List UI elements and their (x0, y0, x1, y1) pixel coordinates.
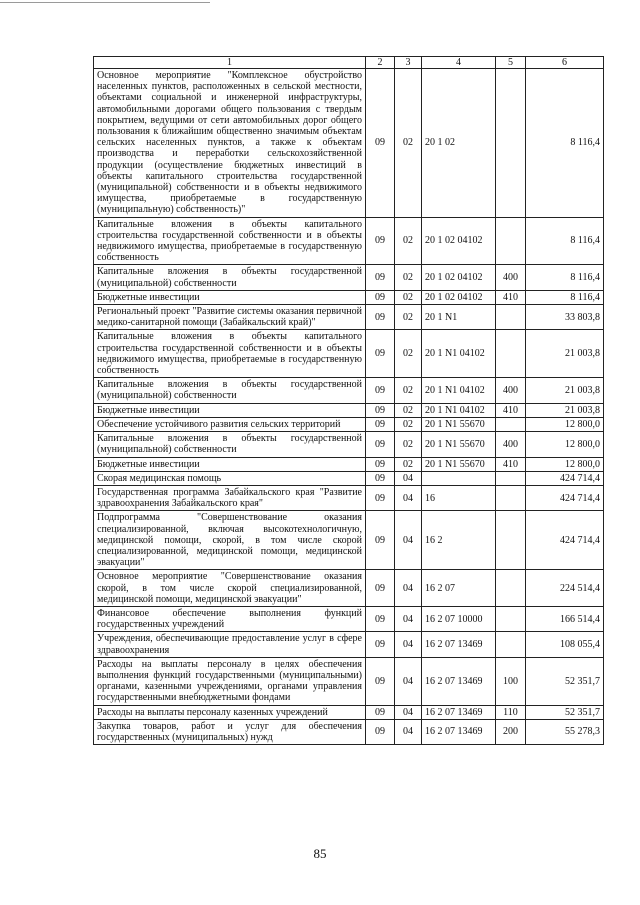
cell-subsection: 02 (395, 290, 422, 304)
cell-target-article: 16 2 07 13469 (422, 719, 496, 744)
cell-expense-type (496, 485, 526, 510)
cell-target-article: 20 1 02 04102 (422, 217, 496, 265)
table-row (94, 432, 604, 457)
cell-expense-type: 110 (496, 705, 526, 719)
cell-expense-type (496, 305, 526, 330)
cell-expense-type (496, 606, 526, 631)
cell-expense-type (496, 330, 526, 378)
cell-subsection: 02 (395, 417, 422, 431)
table-row (94, 330, 604, 378)
table-row (94, 471, 604, 485)
cell-name: Обеспечение устойчивого развития сельских территорий (94, 417, 366, 431)
table-row (94, 632, 604, 657)
cell-name: Капитальные вложения в объекты государственной (муниципальной) собственности (94, 265, 366, 290)
cell-section: 09 (366, 570, 395, 607)
cell-section: 09 (366, 305, 395, 330)
table-row (94, 290, 604, 304)
cell-subsection: 02 (395, 403, 422, 417)
cell-target-article: 16 2 (422, 511, 496, 570)
table-row (94, 265, 604, 290)
cell-subsection: 04 (395, 570, 422, 607)
cell-subsection: 04 (395, 719, 422, 744)
cell-subsection: 04 (395, 511, 422, 570)
cell-amount: 52 351,7 (526, 705, 604, 719)
cell-expense-type: 100 (496, 657, 526, 705)
cell-amount: 8 116,4 (526, 290, 604, 304)
cell-target-article: 20 1 N1 (422, 305, 496, 330)
cell-subsection: 04 (395, 606, 422, 631)
cell-section: 09 (366, 432, 395, 457)
cell-name: Бюджетные инвестиции (94, 403, 366, 417)
table-row (94, 217, 604, 265)
top-rule (0, 2, 210, 3)
cell-section: 09 (366, 290, 395, 304)
table-row (94, 485, 604, 510)
cell-amount: 55 278,3 (526, 719, 604, 744)
cell-amount: 21 003,8 (526, 403, 604, 417)
cell-amount: 8 116,4 (526, 217, 604, 265)
cell-expense-type: 400 (496, 265, 526, 290)
cell-name: Учреждения, обеспечивающие предоставление услуг в сфере здравоохранения (94, 632, 366, 657)
cell-name: Основное мероприятие "Комплексное обустройство населенных пунктов, расположенных в сельской местности, объектами социальной и инженерной инфраструктуры, автомобильными дорогами общего пользования с твердым покрытием, ведущими от сети автомобильных дорог общего пользования к ближайшим общественно значимым объектам сельских населенных пунктов, а также к объектам производства и переработки сельскохозяйственной продукции (осуществление бюджетных инвестиций в объекты капитального строительства государственной (муниципальной) собственности и в объекты недвижимого имущества, приобретаемые в государственную (муниципальную) собственность)" (94, 69, 366, 218)
header-col-6: 6 (526, 57, 604, 69)
cell-expense-type (496, 632, 526, 657)
cell-subsection: 02 (395, 217, 422, 265)
cell-amount: 52 351,7 (526, 657, 604, 705)
cell-name: Расходы на выплаты персоналу в целях обеспечения выполнения функций государственными (муниципальными) органами, казенными учреждениями, органами управления государственными внебюджетными фондами (94, 657, 366, 705)
cell-expense-type: 410 (496, 290, 526, 304)
cell-amount: 8 116,4 (526, 265, 604, 290)
cell-section: 09 (366, 632, 395, 657)
header-row (94, 57, 604, 69)
cell-target-article: 20 1 N1 55670 (422, 432, 496, 457)
cell-target-article: 16 2 07 13469 (422, 705, 496, 719)
cell-subsection: 04 (395, 657, 422, 705)
cell-expense-type: 410 (496, 403, 526, 417)
cell-expense-type: 400 (496, 432, 526, 457)
cell-amount: 424 714,4 (526, 471, 604, 485)
cell-target-article: 20 1 N1 55670 (422, 457, 496, 471)
cell-target-article: 16 2 07 (422, 570, 496, 607)
cell-amount: 108 055,4 (526, 632, 604, 657)
cell-section: 09 (366, 719, 395, 744)
cell-amount: 33 803,8 (526, 305, 604, 330)
cell-name: Финансовое обеспечение выполнения функций государственных учреждений (94, 606, 366, 631)
cell-target-article: 16 (422, 485, 496, 510)
cell-subsection: 02 (395, 265, 422, 290)
cell-expense-type (496, 511, 526, 570)
budget-table (93, 56, 604, 745)
cell-target-article: 16 2 07 13469 (422, 632, 496, 657)
cell-amount: 166 514,4 (526, 606, 604, 631)
cell-section: 09 (366, 457, 395, 471)
cell-name: Скорая медицинская помощь (94, 471, 366, 485)
table-row (94, 305, 604, 330)
cell-section: 09 (366, 471, 395, 485)
cell-amount: 12 800,0 (526, 417, 604, 431)
cell-target-article: 20 1 N1 04102 (422, 378, 496, 403)
cell-section: 09 (366, 511, 395, 570)
cell-expense-type: 400 (496, 378, 526, 403)
cell-amount: 21 003,8 (526, 330, 604, 378)
cell-section: 09 (366, 378, 395, 403)
cell-subsection: 04 (395, 632, 422, 657)
cell-name: Бюджетные инвестиции (94, 290, 366, 304)
cell-subsection: 02 (395, 305, 422, 330)
cell-name: Капитальные вложения в объекты капитального строительства государственной собственности и в объекты недвижимого имущества, приобретаемые в государственную собственность (94, 217, 366, 265)
cell-target-article: 16 2 07 13469 (422, 657, 496, 705)
cell-section: 09 (366, 657, 395, 705)
table-row (94, 378, 604, 403)
cell-amount: 8 116,4 (526, 69, 604, 218)
table-row (94, 511, 604, 570)
page-number: 85 (313, 846, 327, 861)
cell-target-article: 20 1 02 04102 (422, 290, 496, 304)
cell-subsection: 02 (395, 457, 422, 471)
table-row (94, 719, 604, 744)
cell-amount: 21 003,8 (526, 378, 604, 403)
table-row (94, 657, 604, 705)
cell-expense-type: 200 (496, 719, 526, 744)
cell-expense-type (496, 217, 526, 265)
cell-amount: 424 714,4 (526, 485, 604, 510)
cell-amount: 224 514,4 (526, 570, 604, 607)
cell-target-article: 20 1 N1 04102 (422, 403, 496, 417)
table-row (94, 69, 604, 218)
cell-section: 09 (366, 330, 395, 378)
header-col-3: 3 (395, 57, 422, 69)
table-row (94, 705, 604, 719)
header-col-4: 4 (422, 57, 496, 69)
header-col-1: 1 (94, 57, 366, 69)
cell-expense-type (496, 69, 526, 218)
cell-section: 09 (366, 606, 395, 631)
cell-section: 09 (366, 403, 395, 417)
cell-section: 09 (366, 265, 395, 290)
cell-subsection: 04 (395, 485, 422, 510)
cell-subsection: 02 (395, 69, 422, 218)
header-col-5: 5 (496, 57, 526, 69)
cell-subsection: 02 (395, 432, 422, 457)
cell-target-article: 20 1 02 (422, 69, 496, 218)
cell-target-article (422, 471, 496, 485)
cell-name: Капитальные вложения в объекты капитального строительства государственной собственности и в объекты недвижимого имущества, приобретаемые в государственную собственность (94, 330, 366, 378)
cell-expense-type (496, 570, 526, 607)
cell-target-article: 20 1 02 04102 (422, 265, 496, 290)
table-row (94, 417, 604, 431)
cell-expense-type (496, 417, 526, 431)
cell-section: 09 (366, 417, 395, 431)
cell-subsection: 04 (395, 705, 422, 719)
cell-target-article: 20 1 N1 55670 (422, 417, 496, 431)
cell-amount: 12 800,0 (526, 457, 604, 471)
cell-name: Закупка товаров, работ и услуг для обеспечения государственных (муниципальных) нужд (94, 719, 366, 744)
cell-expense-type (496, 471, 526, 485)
cell-target-article: 16 2 07 10000 (422, 606, 496, 631)
cell-name: Основное мероприятие "Совершенствование оказания скорой, в том числе скорой специализированной, медицинской помощи, медицинской эвакуации" (94, 570, 366, 607)
cell-section: 09 (366, 705, 395, 719)
cell-subsection: 02 (395, 378, 422, 403)
cell-expense-type: 410 (496, 457, 526, 471)
cell-subsection: 02 (395, 330, 422, 378)
table-row (94, 403, 604, 417)
table-row (94, 570, 604, 607)
cell-section: 09 (366, 485, 395, 510)
cell-name: Региональный проект "Развитие системы оказания первичной медико-санитарной помощи (Забайкальский край)" (94, 305, 366, 330)
cell-name: Капитальные вложения в объекты государственной (муниципальной) собственности (94, 378, 366, 403)
header-col-2: 2 (366, 57, 395, 69)
cell-name: Капитальные вложения в объекты государственной (муниципальной) собственности (94, 432, 366, 457)
cell-section: 09 (366, 69, 395, 218)
cell-name: Бюджетные инвестиции (94, 457, 366, 471)
table-row (94, 606, 604, 631)
cell-subsection: 04 (395, 471, 422, 485)
cell-name: Расходы на выплаты персоналу казенных учреждений (94, 705, 366, 719)
cell-name: Подпрограмма "Совершенствование оказания специализированной, включая высокотехнологичную, медицинской помощи, скорой, в том числе скорой специализированной, медицинской помощи, медицинской эвакуации" (94, 511, 366, 570)
cell-section: 09 (366, 217, 395, 265)
cell-target-article: 20 1 N1 04102 (422, 330, 496, 378)
cell-amount: 424 714,4 (526, 511, 604, 570)
table-row (94, 457, 604, 471)
cell-amount: 12 800,0 (526, 432, 604, 457)
cell-name: Государственная программа Забайкальского края "Развитие здравоохранения Забайкальского края" (94, 485, 366, 510)
